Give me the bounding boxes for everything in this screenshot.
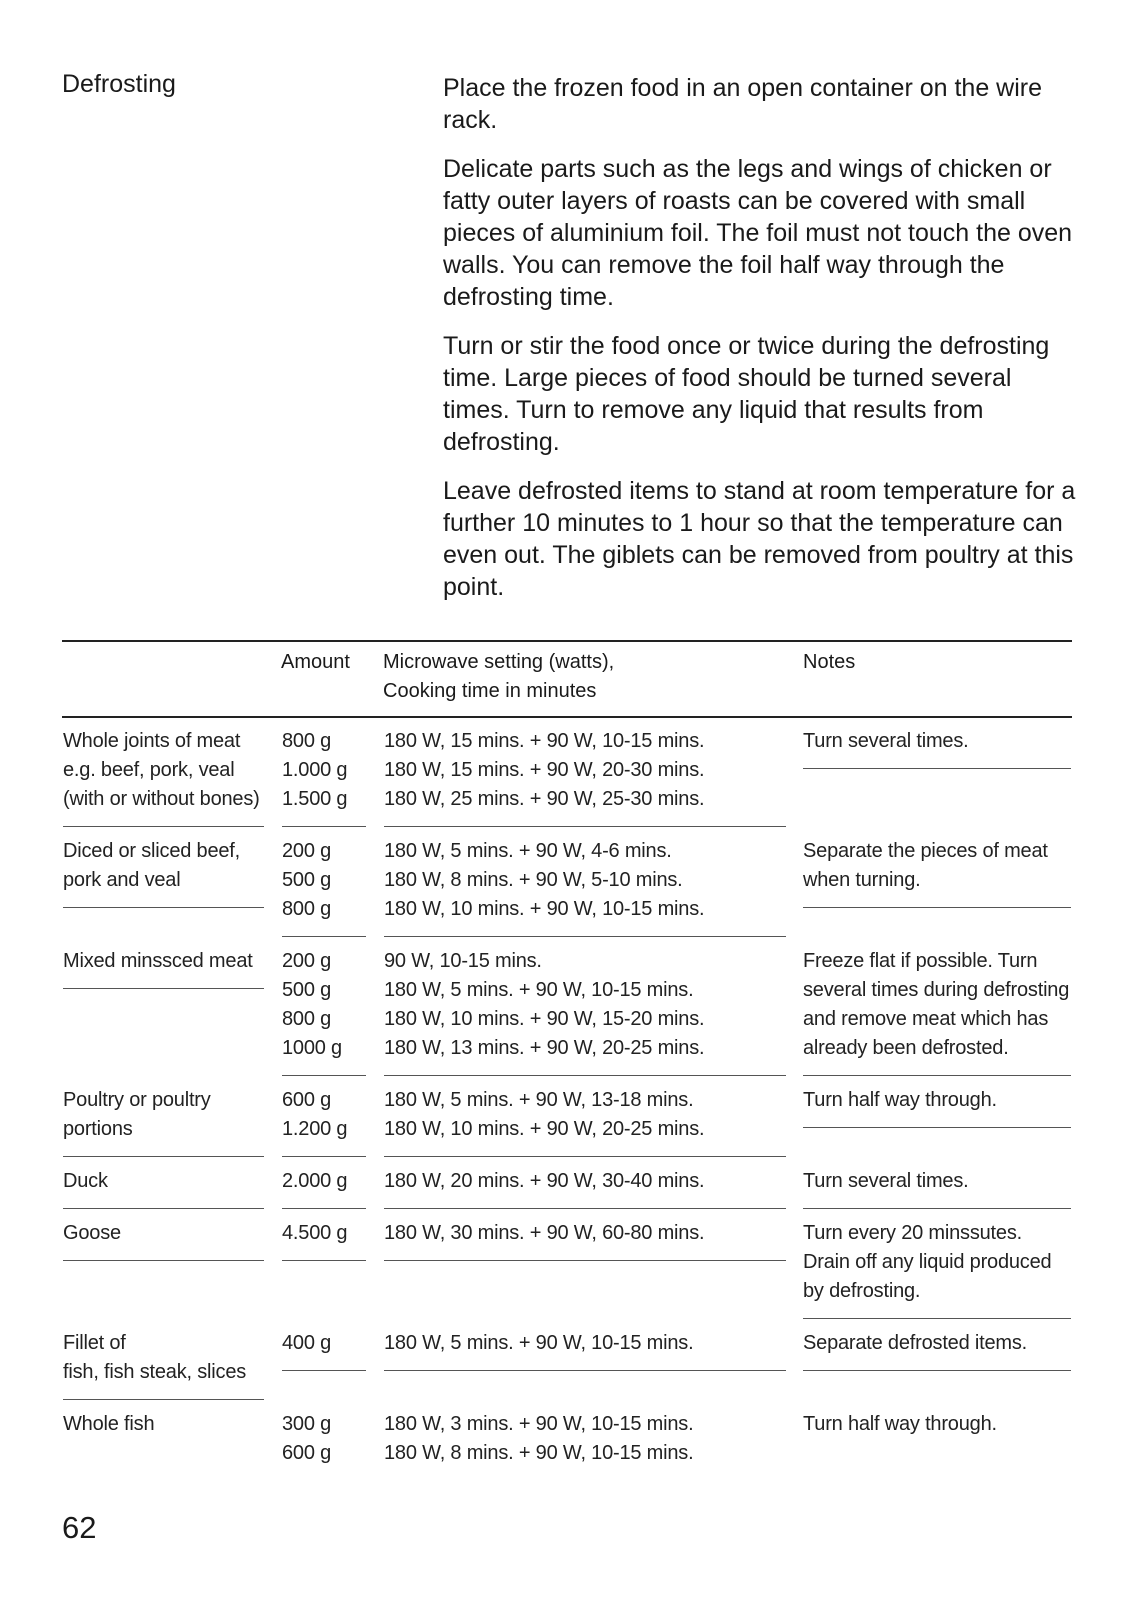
cell-setting bbox=[383, 1401, 803, 1481]
cell-setting bbox=[383, 938, 803, 1077]
cell-notes-line: and remove meat which has bbox=[803, 1008, 1049, 1030]
cell-food-line: Whole joints of meat bbox=[63, 730, 241, 752]
cell-food-content bbox=[63, 1078, 264, 1157]
cell-food-line: Diced or sliced beef, bbox=[63, 840, 241, 862]
cell-amount-line: 600 g bbox=[282, 1089, 332, 1111]
cell-notes-content bbox=[803, 1159, 1071, 1209]
page-number: 62 bbox=[62, 1510, 97, 1545]
cell-amount-line: 400 g bbox=[282, 1332, 332, 1354]
cell-setting-content bbox=[384, 1078, 786, 1157]
table-row bbox=[62, 938, 1072, 1077]
cell-amount-content bbox=[282, 1211, 366, 1261]
cell-amount-line: 800 g bbox=[282, 1008, 332, 1030]
cell-notes bbox=[803, 1158, 1072, 1210]
cell-notes-line: several times during defrosting bbox=[803, 979, 1070, 1001]
cell-food-content bbox=[63, 1159, 264, 1209]
cell-setting bbox=[383, 718, 803, 828]
cell-setting-line: 180 W, 5 mins. + 90 W, 13-18 mins. bbox=[384, 1089, 694, 1111]
cell-setting bbox=[383, 828, 803, 938]
cell-setting bbox=[383, 1077, 803, 1158]
cell-food bbox=[62, 1401, 281, 1481]
cell-amount-line: 600 g bbox=[282, 1442, 332, 1464]
header-food bbox=[62, 640, 281, 718]
cell-amount-line: 500 g bbox=[282, 979, 332, 1001]
cell-setting-line: 180 W, 13 mins. + 90 W, 20-25 mins. bbox=[384, 1037, 705, 1059]
intro-paragraph: Turn or stir the food once or twice during the defrosting time. Large pieces of food should be turned several times. Turn to remove any liquid that results from defrosting. bbox=[443, 332, 1050, 456]
cell-food bbox=[62, 828, 281, 938]
cell-amount-line: 800 g bbox=[282, 898, 332, 920]
cell-amount-line: 4.500 g bbox=[282, 1222, 348, 1244]
cell-amount-content bbox=[282, 1402, 366, 1480]
cell-amount-content bbox=[282, 719, 366, 827]
cell-setting-line: 180 W, 25 mins. + 90 W, 25-30 mins. bbox=[384, 788, 705, 810]
cell-notes bbox=[803, 1210, 1072, 1320]
cell-setting-line: 180 W, 10 mins. + 90 W, 20-25 mins. bbox=[384, 1118, 705, 1140]
cell-food-line: fish, fish steak, slices bbox=[63, 1361, 247, 1383]
cell-food-line: (with or without bones) bbox=[63, 788, 260, 810]
table-row bbox=[62, 828, 1072, 938]
cell-food bbox=[62, 1320, 281, 1401]
header-amount: Amount bbox=[281, 640, 383, 718]
cell-setting bbox=[383, 1210, 803, 1320]
cell-notes-content bbox=[803, 939, 1071, 1076]
intro-paragraph: Place the frozen food in an open container on the wire rack. bbox=[443, 74, 1043, 134]
defrosting-table bbox=[62, 640, 1072, 1481]
cell-notes-line: Turn half way through. bbox=[803, 1413, 997, 1435]
cell-food-content bbox=[63, 1321, 264, 1400]
cell-food-content bbox=[63, 719, 264, 827]
cell-setting-content bbox=[384, 1402, 786, 1480]
cell-food-line: Whole fish bbox=[63, 1413, 155, 1435]
cell-notes bbox=[803, 1320, 1072, 1401]
cell-food bbox=[62, 1210, 281, 1320]
cell-setting-line: 180 W, 5 mins. + 90 W, 10-15 mins. bbox=[384, 979, 694, 1001]
cell-notes-line: Turn several times. bbox=[803, 730, 969, 752]
cell-notes-line: Turn half way through. bbox=[803, 1089, 997, 1111]
cell-notes-content bbox=[803, 1402, 1071, 1451]
cell-food-line: portions bbox=[63, 1118, 133, 1140]
table-row bbox=[62, 1158, 1072, 1210]
cell-amount bbox=[281, 1401, 383, 1481]
cell-amount-line: 200 g bbox=[282, 840, 332, 862]
cell-notes-content bbox=[803, 829, 1071, 908]
cell-setting-line: 180 W, 10 mins. + 90 W, 15-20 mins. bbox=[384, 1008, 705, 1030]
cell-amount-content bbox=[282, 829, 366, 937]
cell-amount bbox=[281, 1077, 383, 1158]
cell-food-line: Mixed minssced meat bbox=[63, 950, 253, 972]
cell-setting-content bbox=[384, 829, 786, 937]
cell-notes-content bbox=[803, 1211, 1071, 1319]
cell-setting bbox=[383, 1320, 803, 1401]
cell-notes-content bbox=[803, 1078, 1071, 1128]
cell-notes-line: Separate the pieces of meat bbox=[803, 840, 1048, 862]
cell-notes-line: Separate defrosted items. bbox=[803, 1332, 1028, 1354]
cell-food-line: Goose bbox=[63, 1222, 121, 1244]
cell-notes-content bbox=[803, 719, 1071, 769]
cell-food bbox=[62, 1077, 281, 1158]
cell-setting-line: 180 W, 5 mins. + 90 W, 4-6 mins. bbox=[384, 840, 672, 862]
cell-amount bbox=[281, 1158, 383, 1210]
defrosting-table-container bbox=[62, 640, 1072, 1481]
cell-amount bbox=[281, 938, 383, 1077]
cell-notes bbox=[803, 938, 1072, 1077]
cell-setting-line: 90 W, 10-15 mins. bbox=[384, 950, 542, 972]
cell-food bbox=[62, 718, 281, 828]
table-row bbox=[62, 1077, 1072, 1158]
cell-amount-line: 2.000 g bbox=[282, 1170, 348, 1192]
cell-amount-content bbox=[282, 1321, 366, 1371]
cell-setting-content bbox=[384, 719, 786, 827]
cell-notes-line: when turning. bbox=[803, 869, 921, 891]
table-row bbox=[62, 1320, 1072, 1401]
section-title: Defrosting bbox=[62, 70, 176, 98]
cell-setting-content bbox=[384, 1159, 786, 1209]
cell-setting-line: 180 W, 8 mins. + 90 W, 5-10 mins. bbox=[384, 869, 683, 891]
cell-notes-line: Freeze flat if possible. Turn bbox=[803, 950, 1038, 972]
cell-food bbox=[62, 938, 281, 1077]
cell-notes bbox=[803, 828, 1072, 938]
cell-amount-line: 500 g bbox=[282, 869, 332, 891]
cell-food-content bbox=[63, 939, 264, 989]
cell-amount bbox=[281, 1210, 383, 1320]
cell-setting-line: 180 W, 20 mins. + 90 W, 30-40 mins. bbox=[384, 1170, 705, 1192]
cell-amount bbox=[281, 718, 383, 828]
cell-amount-line: 200 g bbox=[282, 950, 332, 972]
cell-setting-line: 180 W, 10 mins. + 90 W, 10-15 mins. bbox=[384, 898, 705, 920]
table-row bbox=[62, 1401, 1072, 1481]
header-notes: Notes bbox=[803, 640, 1072, 718]
cell-notes-content bbox=[803, 1321, 1071, 1371]
cell-amount bbox=[281, 828, 383, 938]
cell-food-content bbox=[63, 829, 264, 908]
cell-notes-line: by defrosting. bbox=[803, 1280, 921, 1302]
cell-setting-content bbox=[384, 939, 786, 1076]
intro-text bbox=[443, 72, 1083, 620]
cell-food bbox=[62, 1158, 281, 1210]
cell-food-line: Duck bbox=[63, 1170, 108, 1192]
table-body bbox=[62, 718, 1072, 1481]
cell-setting-line: 180 W, 5 mins. + 90 W, 10-15 mins. bbox=[384, 1332, 694, 1354]
cell-notes bbox=[803, 1077, 1072, 1158]
cell-setting bbox=[383, 1158, 803, 1210]
cell-setting-line: 180 W, 8 mins. + 90 W, 10-15 mins. bbox=[384, 1442, 694, 1464]
cell-amount-line: 1.200 g bbox=[282, 1118, 348, 1140]
cell-amount-line: 1.000 g bbox=[282, 759, 348, 781]
cell-notes-line: Turn several times. bbox=[803, 1170, 969, 1192]
cell-amount-line: 1.500 g bbox=[282, 788, 348, 810]
cell-food-line: pork and veal bbox=[63, 869, 181, 891]
cell-setting-line: 180 W, 3 mins. + 90 W, 10-15 mins. bbox=[384, 1413, 694, 1435]
cell-amount bbox=[281, 1320, 383, 1401]
cell-amount-line: 800 g bbox=[282, 730, 332, 752]
cell-setting-line: 180 W, 30 mins. + 90 W, 60-80 mins. bbox=[384, 1222, 705, 1244]
cell-setting-line: 180 W, 15 mins. + 90 W, 20-30 mins. bbox=[384, 759, 705, 781]
cell-notes-line: Drain off any liquid produced bbox=[803, 1251, 1052, 1273]
header-setting bbox=[383, 640, 803, 718]
intro-paragraph: Delicate parts such as the legs and wings of chicken or fatty outer layers of roasts can be covered with small pieces of aluminium foil. The foil must not touch the oven walls. You can remove the foil half way through the defrosting time. bbox=[443, 155, 1073, 311]
intro-paragraph: Leave defrosted items to stand at room temperature for a further 10 minutes to 1 hour so that the temperature can even out. The giblets can be removed from poultry at this point. bbox=[443, 477, 1076, 601]
cell-setting-line: 180 W, 15 mins. + 90 W, 10-15 mins. bbox=[384, 730, 705, 752]
cell-notes-line: already been defrosted. bbox=[803, 1037, 1009, 1059]
table-row bbox=[62, 718, 1072, 828]
cell-notes bbox=[803, 718, 1072, 828]
cell-amount-content bbox=[282, 1159, 366, 1209]
cell-notes bbox=[803, 1401, 1072, 1481]
cell-food-content bbox=[63, 1402, 264, 1451]
cell-amount-content bbox=[282, 939, 366, 1076]
cell-food-line: Poultry or poultry bbox=[63, 1089, 211, 1111]
header-setting-line: Cooking time in minutes bbox=[383, 680, 597, 702]
header-setting-line: Microwave setting (watts), bbox=[383, 651, 615, 673]
cell-setting-content bbox=[384, 1211, 786, 1261]
cell-setting-content bbox=[384, 1321, 786, 1371]
cell-food-line: Fillet of bbox=[63, 1332, 126, 1354]
table-row bbox=[62, 1210, 1072, 1320]
cell-food-content bbox=[63, 1211, 264, 1261]
cell-amount-line: 1000 g bbox=[282, 1037, 342, 1059]
cell-food-line: e.g. beef, pork, veal bbox=[63, 759, 235, 781]
table-header-row bbox=[62, 640, 1072, 718]
cell-amount-content bbox=[282, 1078, 366, 1157]
cell-amount-line: 300 g bbox=[282, 1413, 332, 1435]
cell-notes-line: Turn every 20 minssutes. bbox=[803, 1222, 1022, 1244]
